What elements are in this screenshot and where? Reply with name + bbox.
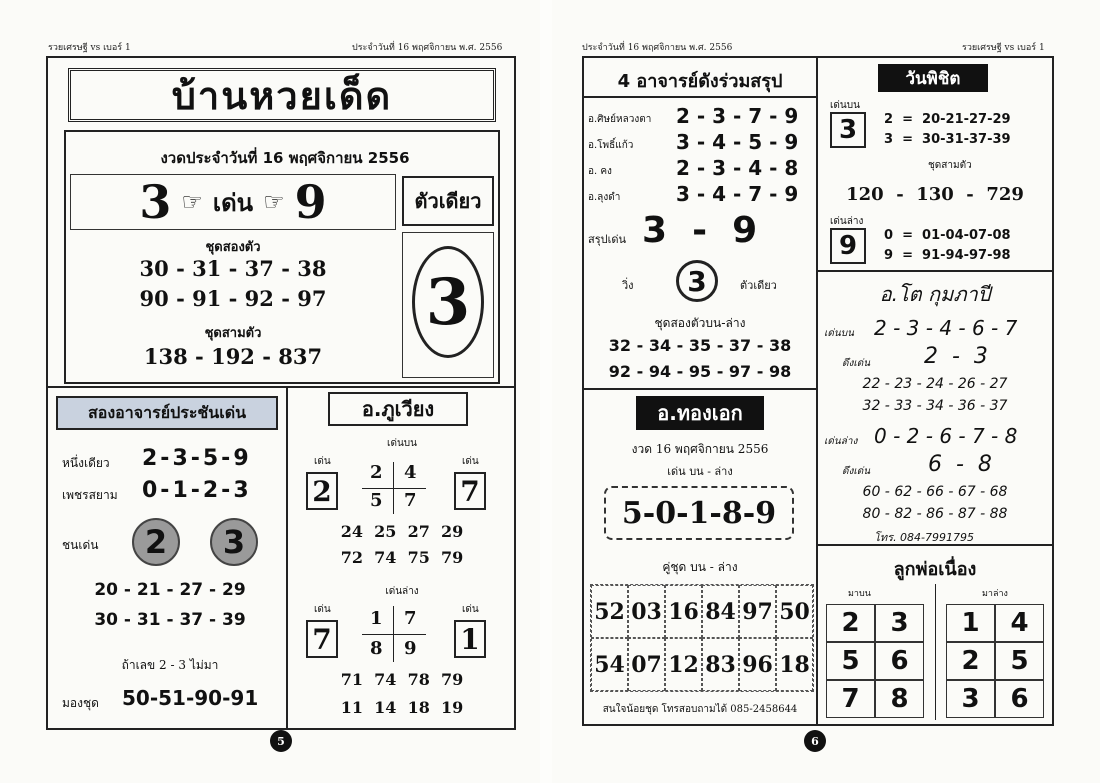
four-masters-r4-name: อ.ลุงดำ [588,192,621,203]
phuwiang-top-label: เด่นบน [387,438,417,449]
two-masters-row-b: 30 - 31 - 37 - 39 [94,610,246,630]
luk-pho-lower-label: มาล่าง [982,589,1008,599]
left-title: บ้านหวยเด็ด [171,73,393,118]
luk-pho-upper-cell: 3 [875,604,924,642]
phuwiang-bot-row-2: 11 14 18 19 [340,698,464,717]
phuwiang-bot-cross-1: 1 [370,608,383,629]
two-digit-row-2: 90 - 91 - 92 - 97 [139,286,327,311]
two-masters-circle-2-digit: 3 [222,523,246,561]
four-masters-pairs-row-1: 32 - 34 - 35 - 37 - 38 [608,336,792,355]
wanpichit-bot-label: เด่นล่าง [830,216,864,227]
phuwiang-bot-cross-2: 7 [404,608,417,629]
to-bot-row-1: 60 - 62 - 66 - 67 - 68 [862,484,1008,500]
four-masters-summary-value: 3 - 9 [642,210,758,251]
to-top-row-1: 22 - 23 - 24 - 26 - 27 [862,376,1008,392]
thong-ek-title-box [636,396,764,430]
single-label-box [402,176,494,226]
luk-pho-upper-cell: 6 [875,642,924,680]
four-masters-title: 4 อาจารย์ดังร่วมสรุป [617,71,783,92]
left-header-right: ประจำวันที่ 16 พฤศจิกายน พ.ศ. 2556 [352,43,503,53]
phuwiang-bottom-label: เด่นล่าง [385,586,419,597]
left-title-banner [68,68,496,122]
main-left-digit: 3 [139,175,172,229]
wanpichit-top-line-1: 2 = 20-21-27-29 [884,112,1011,127]
wanpichit-bot-line-1: 0 = 01-04-07-08 [884,228,1011,243]
thong-ek-sub: เด่น บน - ล่าง [667,465,733,478]
thong-ek-grid-cell: 50 [776,585,813,638]
phuwiang-bot-cross-3: 8 [370,638,383,659]
two-masters-title-box [56,396,278,430]
draw-line: งวดประจำวันที่ 16 พฤศจิกายน 2556 [160,149,410,167]
phuwiang-bot-den-right: เด่น [462,604,479,615]
wanpichit-bot-digit: 9 [830,228,866,264]
to-top-row-2: 32 - 33 - 34 - 36 - 37 [862,398,1008,414]
phuwiang-den-left: เด่น [314,456,331,467]
wanpichit-top-label: เด่นบน [830,100,860,111]
phuwiang-top-cross-2: 4 [404,462,417,483]
wanpichit-top-line-2: 3 = 30-31-37-39 [884,132,1011,147]
luk-pho-upper-cell: 7 [826,680,875,718]
four-masters-r2-value: 3 - 4 - 5 - 9 [676,130,799,154]
thong-ek-grid-cell: 16 [665,585,702,638]
four-masters-r1-value: 2 - 3 - 7 - 9 [676,104,799,128]
four-masters-pairs-row-2: 92 - 94 - 95 - 97 - 98 [608,362,792,381]
three-digit-label: ชุดสามตัว [204,326,262,341]
to-top-pick-label: ดึงเด่น [842,358,871,369]
two-masters-circle-1-digit: 2 [144,523,168,561]
two-masters-row-a: 20 - 21 - 27 - 29 [94,580,246,600]
four-masters-r3-name: อ. คง [588,166,612,177]
to-bot-value: 0 - 2 - 6 - 7 - 8 [874,424,1018,448]
thong-ek-value: 5-0-1-8-9 [621,495,777,531]
phuwiang-top-cross-h [362,488,426,489]
thong-ek-grid-cell: 84 [702,585,739,638]
phuwiang-top-box-right: 7 [454,472,486,510]
right-header-right: รวยเศรษฐี vs เบอร์ 1 [962,43,1045,53]
wanpichit-three-value: 120 - 130 - 729 [846,184,1024,205]
two-masters-circle-1 [132,518,180,566]
four-masters-run-single: ตัวเดียว [740,279,777,292]
phuwiang-top-row-1: 24 25 27 29 [340,522,464,541]
two-masters-r1-value: 2-3-5-9 [142,446,252,471]
luk-pho-lower-cell: 6 [995,680,1044,718]
two-masters-r2-value: 0-1-2-3 [142,478,252,503]
four-masters-run-digit: 3 [687,264,707,298]
four-masters-run-circle [676,260,718,302]
right-page [552,0,1100,783]
to-top-pick: 2 - 3 [924,344,988,369]
phuwiang-top-row-2: 72 74 75 79 [340,548,464,567]
two-masters-if: ถ้าเลข 2 - 3 ไม่มา [121,658,219,672]
thong-ek-grid-cell: 18 [776,638,813,691]
to-bot-pick: 6 - 8 [928,452,992,477]
four-masters-pairs-label: ชุดสองตัวบน-ล่าง [654,316,746,330]
luk-pho-upper-grid [826,604,924,718]
luk-pho-lower-cell: 1 [946,604,995,642]
wanpichit-three-label: ชุดสามตัว [928,160,972,171]
phuwiang-bot-cross-4: 9 [404,638,417,659]
right-header-left: ประจำวันที่ 16 พฤศจิกายน พ.ศ. 2556 [582,43,733,53]
luk-pho-lower-cell: 4 [995,604,1044,642]
thong-ek-footer: สนใจน้อยชุด โทรสอบถามได้ 085-2458644 [602,704,798,715]
wanpichit-title-box [878,64,988,92]
thong-ek-value-box [604,486,794,540]
hand-right-icon-2: ☞ [263,188,285,216]
luk-pho-title: ลูกพ่อเนื่อง [893,559,977,580]
phuwiang-bot-row-1: 71 74 78 79 [340,670,464,689]
luk-pho-upper-cell: 5 [826,642,875,680]
phuwiang-top-cross-1: 2 [370,462,383,483]
four-masters-r2-name: อ.โพธิ์แก้ว [588,140,634,151]
thong-ek-title: อ.ทองเอก [657,401,743,425]
luk-pho-lower-cell: 2 [946,642,995,680]
four-masters-r1-name: อ.ศิษย์หลวงตา [588,114,652,125]
thong-ek-grid-cell: 96 [739,638,776,691]
thong-ek-grid-cell: 52 [591,585,628,638]
two-masters-r2-label: เพชรสยาม [62,488,118,502]
luk-pho-upper-cell: 2 [826,604,875,642]
main-digit-box [70,174,396,230]
right-left-h-divider [582,388,818,390]
phuwiang-bot-box-right: 1 [454,620,486,658]
thong-ek-grid [590,584,814,692]
phuwiang-top-cross-3: 5 [370,490,383,511]
two-masters-look-label: มองชุด [62,696,99,710]
right-right-h-divider-1 [816,270,1054,272]
two-digit-label: ชุดสองตัว [205,240,261,255]
thong-ek-draw: งวด 16 พฤศจิกายน 2556 [631,442,769,456]
four-masters-title-underline [582,96,818,98]
two-digit-row-1: 30 - 31 - 37 - 38 [139,256,327,281]
two-masters-circle-2 [210,518,258,566]
two-masters-title: สองอาจารย์ประชันเด่น [87,402,247,422]
right-page-number: 6 [804,730,826,752]
single-digit-circle [412,246,484,358]
single-label: ตัวเดียว [414,189,482,213]
four-masters-r3-value: 2 - 3 - 4 - 8 [676,156,799,180]
to-top-label: เด่นบน [824,328,854,339]
phuwiang-bot-cross-h [362,634,426,635]
thong-ek-grid-cell: 12 [665,638,702,691]
to-bot-label: เด่นล่าง [824,436,858,447]
three-digit-row: 138 - 192 - 837 [143,344,323,369]
phuwiang-bot-den-left: เด่น [314,604,331,615]
luk-pho-lower-cell: 5 [995,642,1044,680]
left-header-left: รวยเศรษฐี vs เบอร์ 1 [48,43,131,53]
to-bot-pick-label: ดึงเด่น [842,466,871,477]
thong-ek-grid-cell: 83 [702,638,739,691]
to-phone: โทร. 084-7991795 [874,531,975,544]
luk-pho-lower-grid [946,604,1044,718]
two-masters-look-value: 50-51-90-91 [122,686,259,710]
main-right-digit: 9 [294,175,327,229]
two-masters-r3-label: ชนเด่น [62,538,99,552]
wanpichit-bot-line-2: 9 = 91-94-97-98 [884,248,1011,263]
thong-ek-grid-cell: 03 [628,585,665,638]
to-top-value: 2 - 3 - 4 - 6 - 7 [874,316,1018,340]
left-h-divider [46,386,516,388]
wanpichit-top-digit: 3 [830,112,866,148]
left-page [0,0,540,783]
single-digit: 3 [425,264,471,340]
two-masters-r1-label: หนึ่งเดียว [62,456,110,470]
phuwiang-bot-box-left: 7 [306,620,338,658]
main-mid-label: เด่น [212,188,254,217]
phuwiang-top-box-left: 2 [306,472,338,510]
luk-pho-lower-cell: 3 [946,680,995,718]
four-masters-summary-label: สรุปเด่น [588,233,627,246]
phuwiang-den-right: เด่น [462,456,479,467]
to-bot-row-2: 80 - 82 - 86 - 87 - 88 [862,506,1008,522]
luk-pho-center-divider [935,584,936,720]
four-masters-r4-value: 3 - 4 - 7 - 9 [676,182,799,206]
hand-right-icon: ☞ [181,188,203,216]
phuwiang-title: อ.ภูเวียง [361,397,435,421]
thong-ek-grid-cell: 54 [591,638,628,691]
four-masters-run-label: วิ่ง [622,279,634,292]
wanpichit-title: วันพิชิต [905,68,961,89]
thong-ek-grid-cell: 97 [739,585,776,638]
phuwiang-title-box [328,392,468,426]
left-page-number: 5 [270,730,292,752]
to-title: อ.โต กุมภาปี [879,282,991,306]
luk-pho-upper-cell: 8 [875,680,924,718]
thong-ek-pairs-label: คู่ชุด บน - ล่าง [662,560,738,574]
thong-ek-grid-cell: 07 [628,638,665,691]
phuwiang-top-cross-4: 7 [404,490,417,511]
luk-pho-upper-label: มาบน [848,589,871,599]
